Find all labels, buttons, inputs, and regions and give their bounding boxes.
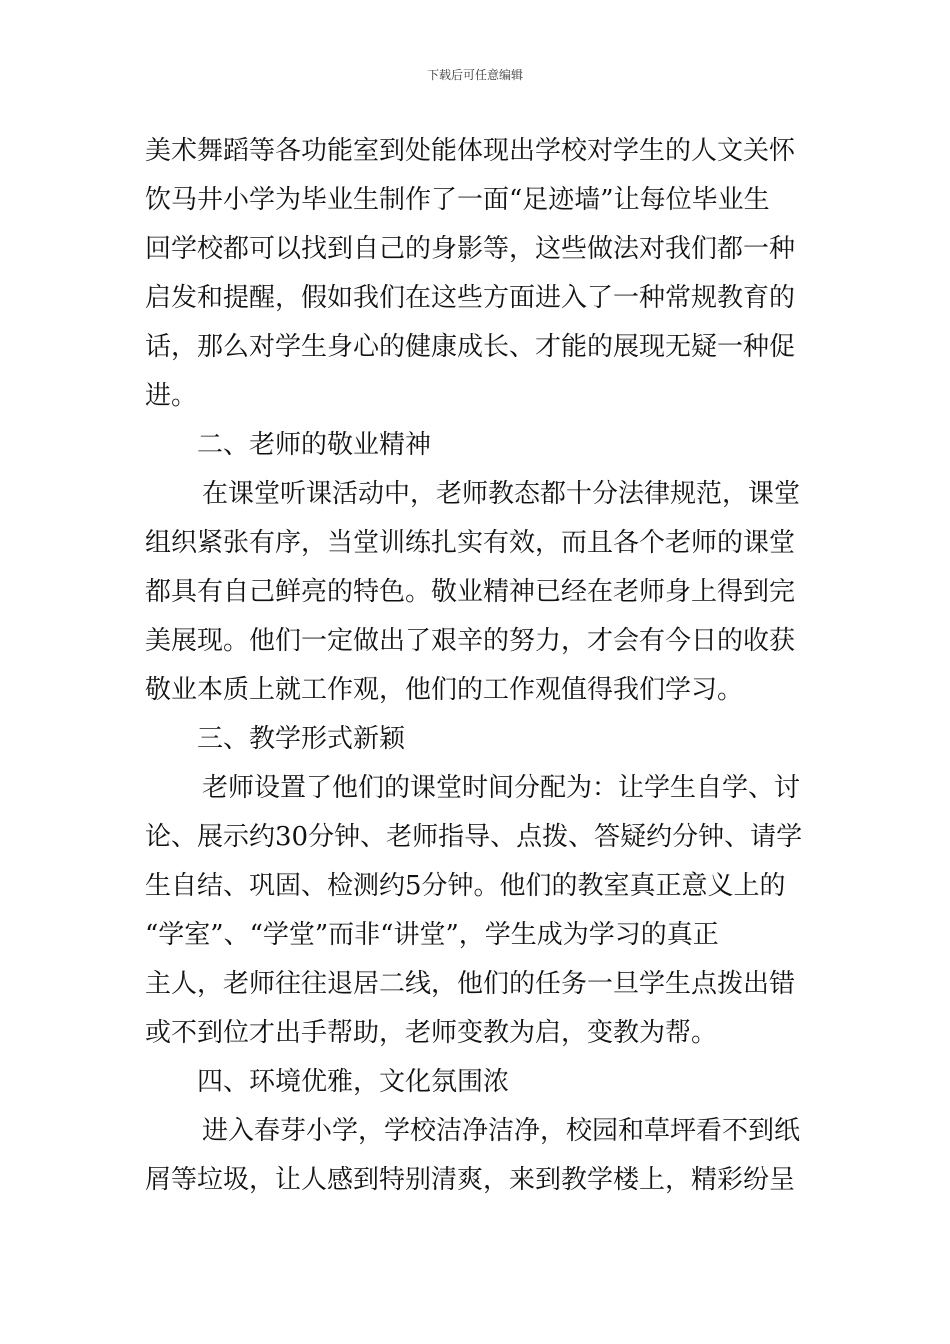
text-line: 饮马井小学为毕业生制作了一面“足迹墙”让每位毕业生 [145,185,770,215]
text-line: 生自结、巩固、检测约5分钟。他们的教室真正意义上的 [145,871,786,901]
section-heading: 二、老师的敬业精神 [197,430,432,460]
text-line: 进。 [145,381,198,411]
paragraph-first-line: 进入春芽小学，学校洁净洁净，校园和草坪看不到纸 [202,1116,801,1146]
text-line: “学室”、“学堂”而非“讲堂”，学生成为学习的真正 [145,920,719,950]
section-heading: 三、教学形式新颖 [197,724,406,754]
text-line: 美术舞蹈等各功能室到处能体现出学校对学生的人文关怀 [145,136,796,166]
text-line: 美展现。他们一定做出了艰辛的努力，才会有今日的收获 [145,626,796,656]
text-line: 或不到位才出手帮助，老师变教为启，变教为帮。 [145,1018,718,1048]
paragraph-first-line: 在课堂听课活动中，老师教态都十分法律规范，课堂 [202,479,801,509]
text-line: 论、展示约30分钟、老师指导、点拨、答疑约分钟、请学 [145,822,803,852]
text-line: 组织紧张有序，当堂训练扎实有效，而且各个老师的课堂 [145,528,796,558]
text-line: 都具有自己鲜亮的特色。敬业精神已经在老师身上得到完 [145,577,796,607]
page-header-note: 下载后可任意编辑 [426,68,523,82]
text-line: 启发和提醒，假如我们在这些方面进入了一种常规教育的 [145,283,796,313]
text-line: 屑等垃圾，让人感到特别清爽，来到教学楼上，精彩纷呈 [145,1165,796,1195]
text-line: 敬业本质上就工作观，他们的工作观值得我们学习。 [145,675,744,705]
document-body [145,127,810,1205]
text-line: 回学校都可以找到自己的身影等，这些做法对我们都一种 [145,234,796,264]
text-line: 主人，老师往往退居二线，他们的任务一旦学生点拨出错 [145,969,796,999]
paragraph-first-line: 老师设置了他们的课堂时间分配为：让学生自学、讨 [202,773,801,803]
section-heading: 四、环境优雅，文化氛围浓 [197,1067,510,1097]
text-line: 话，那么对学生身心的健康成长、才能的展现无疑一种促 [145,332,796,362]
